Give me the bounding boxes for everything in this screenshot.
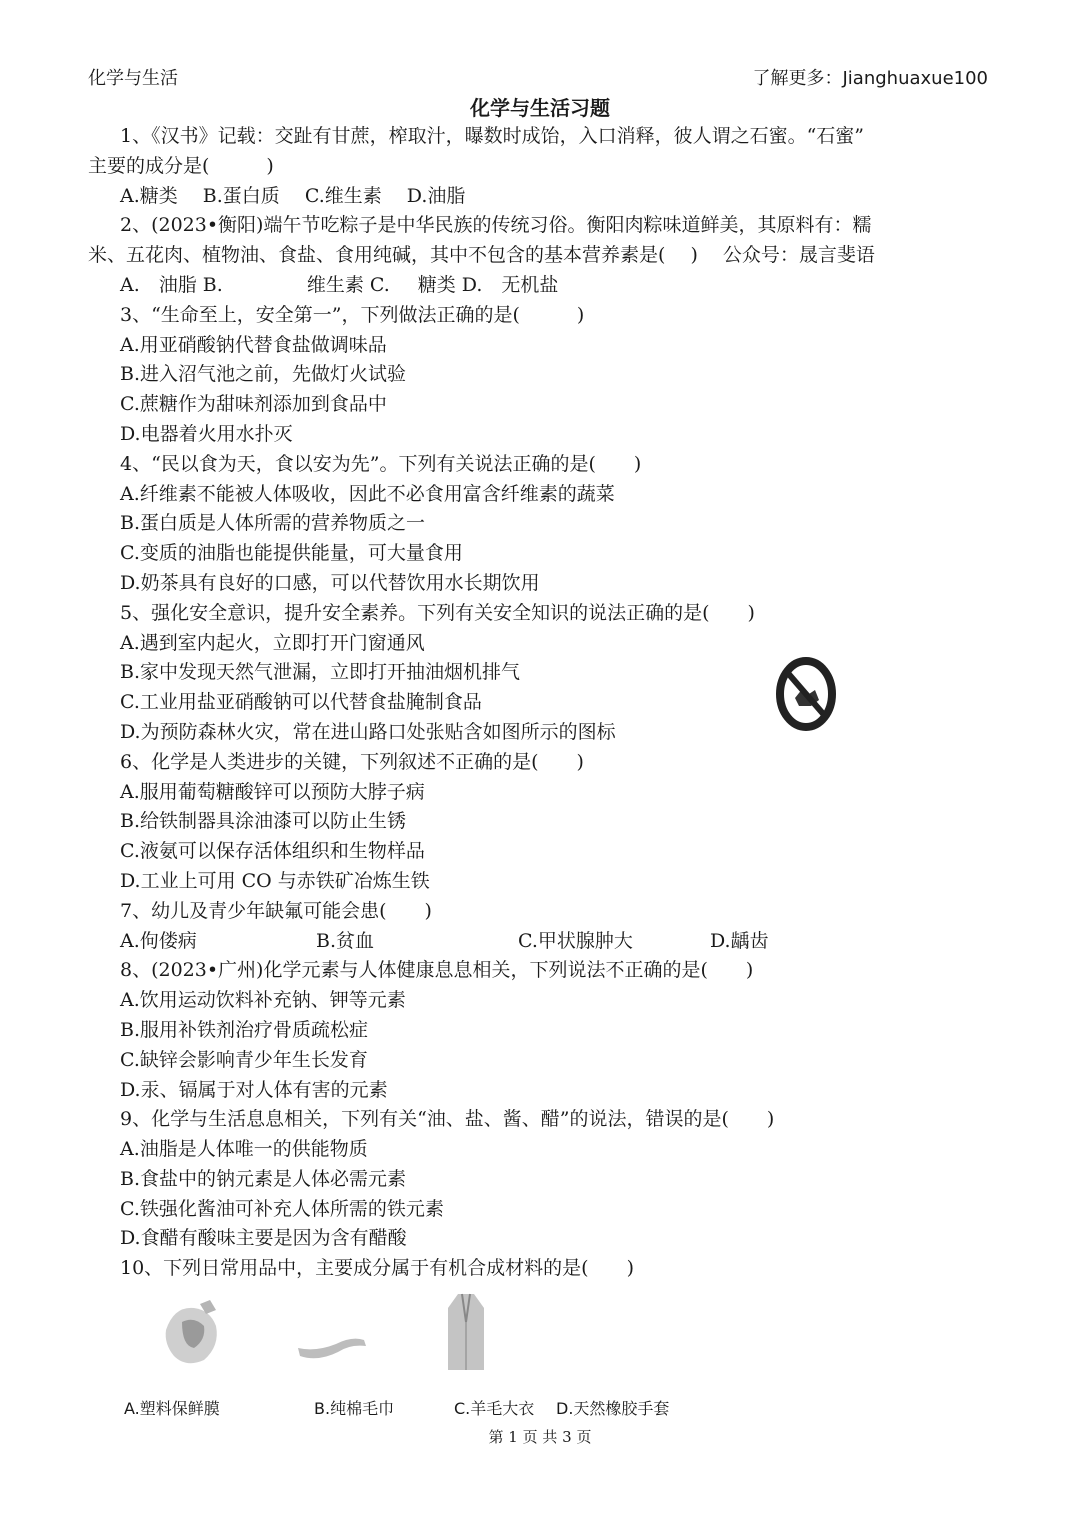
q8-stem: 8、(2023•广州)化学元素与人体健康息息相关，下列说法不正确的是( ) xyxy=(120,959,754,982)
q9-option-c: C.铁强化酱油可补充人体所需的铁元素 xyxy=(120,1197,444,1220)
q3-option-a: A.用亚硝酸钠代替食盐做调味品 xyxy=(120,333,387,356)
q2-stem-line2: 米、五花肉、植物油、食盐、食用纯碱，其中不包含的基本营养素是( ) 公众号：晟言斐语 xyxy=(88,244,875,267)
q7-options xyxy=(88,927,998,957)
q5-option-a: A.遇到室内起火，立即打开门窗通风 xyxy=(120,631,425,654)
q2-stem-line1: 2、(2023•衡阳)端午节吃粽子是中华民族的传统习俗。衡阳肉粽味道鲜美，其原料有：糯 xyxy=(120,214,872,237)
q8-option-a: A.饮用运动饮料补充钠、钾等元素 xyxy=(120,989,406,1012)
q4-option-d: D.奶茶具有良好的口感，可以代替饮用水长期饮用 xyxy=(120,571,540,594)
q6-option-d: D.工业上可用 CO 与赤铁矿冶炼生铁 xyxy=(120,869,430,892)
q6-option-b: B.给铁制器具涂油漆可以防止生锈 xyxy=(120,810,407,833)
q9-stem: 9、化学与生活息息相关，下列有关“油、盐、酱、醋”的说法，错误的是( ) xyxy=(120,1108,775,1131)
q3-option-b: B.进入沼气池之前，先做灯火试验 xyxy=(120,363,407,386)
q1-stem-line1: 1、《汉书》记载：交趾有甘蔗，榨取汁，曝数时成饴，入口消释，彼人谓之石蜜。“石蜜” xyxy=(120,125,865,147)
cotton-towel-image xyxy=(296,1330,368,1362)
q5-option-b: B.家中发现天然气泄漏，立即打开抽油烟机排气 xyxy=(120,661,521,684)
plastic-wrap-image xyxy=(160,1300,224,1370)
question-list xyxy=(88,122,998,1284)
page-footer: 第 1 页 共 3 页 xyxy=(488,1428,592,1446)
q8-option-c: C.缺锌会影响青少年生长发育 xyxy=(120,1048,368,1071)
q1-stem-line2: 主要的成分是( ) xyxy=(88,154,274,177)
header-left: 化学与生活 xyxy=(88,68,178,89)
q4-stem: 4、“民以食为天，食以安为先”。下列有关说法正确的是( ) xyxy=(120,452,642,475)
q7-option-d: D.龋齿 xyxy=(710,929,769,952)
q10-stem: 10、下列日常用品中，主要成分属于有机合成材料的是( ) xyxy=(120,1257,635,1280)
q7-option-a: A.佝偻病 xyxy=(120,929,197,952)
q5-option-c: C.工业用盐亚硝酸钠可以代替食盐腌制食品 xyxy=(120,691,482,714)
q10-caption-b: B.纯棉毛巾 xyxy=(314,1399,395,1418)
header-right: 了解更多：Jianghuaxue100 xyxy=(752,68,988,89)
q10-caption-d: D.天然橡胶手套 xyxy=(556,1399,670,1418)
q7-option-c: C.甲状腺肿大 xyxy=(518,929,633,952)
q2-option-b: 维生素 C. xyxy=(306,273,390,296)
q4-option-a: A.纤维素不能被人体吸收，因此不必食用富含纤维素的蔬菜 xyxy=(120,482,615,505)
q5-stem: 5、强化安全意识，提升安全素养。下列有关安全知识的说法正确的是( ) xyxy=(120,601,755,624)
q1-options: A.糖类 B.蛋白质 C.维生素 D.油脂 xyxy=(120,184,466,207)
q9-option-b: B.食盐中的钠元素是人体必需元素 xyxy=(120,1167,407,1190)
q6-option-a: A.服用葡萄糖酸锌可以预防大脖子病 xyxy=(120,780,425,803)
q6-option-c: C.液氨可以保存活体组织和生物样品 xyxy=(120,840,425,863)
q6-stem: 6、化学是人类进步的关键，下列叙述不正确的是( ) xyxy=(120,750,584,773)
q4-option-b: B.蛋白质是人体所需的营养物质之一 xyxy=(120,512,426,535)
q2-option-a: A. 油脂 B. xyxy=(120,273,223,296)
q9-option-d: D.食醋有酸味主要是因为含有醋酸 xyxy=(120,1227,407,1250)
q5-option-d: D.为预防森林火灾，常在进山路口处张贴含如图所示的图标 xyxy=(120,720,616,743)
q10-caption-c: C.羊毛大衣 xyxy=(454,1399,535,1418)
q7-option-b: B.贫血 xyxy=(316,929,375,952)
q2-option-c: 糖类 D. 无机盐 xyxy=(417,273,559,296)
q8-option-d: D.汞、镉属于对人体有害的元素 xyxy=(120,1078,388,1101)
wool-coat-image xyxy=(444,1292,488,1372)
q7-stem: 7、幼儿及青少年缺氟可能会患( ) xyxy=(120,899,432,922)
q10-caption-a: A.塑料保鲜膜 xyxy=(124,1399,220,1418)
q3-option-d: D.电器着火用水扑灭 xyxy=(120,422,293,445)
q2-options xyxy=(88,271,998,301)
page-title: 化学与生活习题 xyxy=(470,96,610,120)
q3-stem: 3、“生命至上，安全第一”，下列做法正确的是( ) xyxy=(120,303,585,326)
q8-option-b: B.服用补铁剂治疗骨质疏松症 xyxy=(120,1018,369,1041)
q4-option-c: C.变质的油脂也能提供能量，可大量食用 xyxy=(120,542,463,565)
q9-option-a: A.油脂是人体唯一的供能物质 xyxy=(120,1138,368,1161)
no-fire-sign-icon xyxy=(775,654,837,734)
q3-option-c: C.蔗糖作为甜味剂添加到食品中 xyxy=(120,393,387,416)
